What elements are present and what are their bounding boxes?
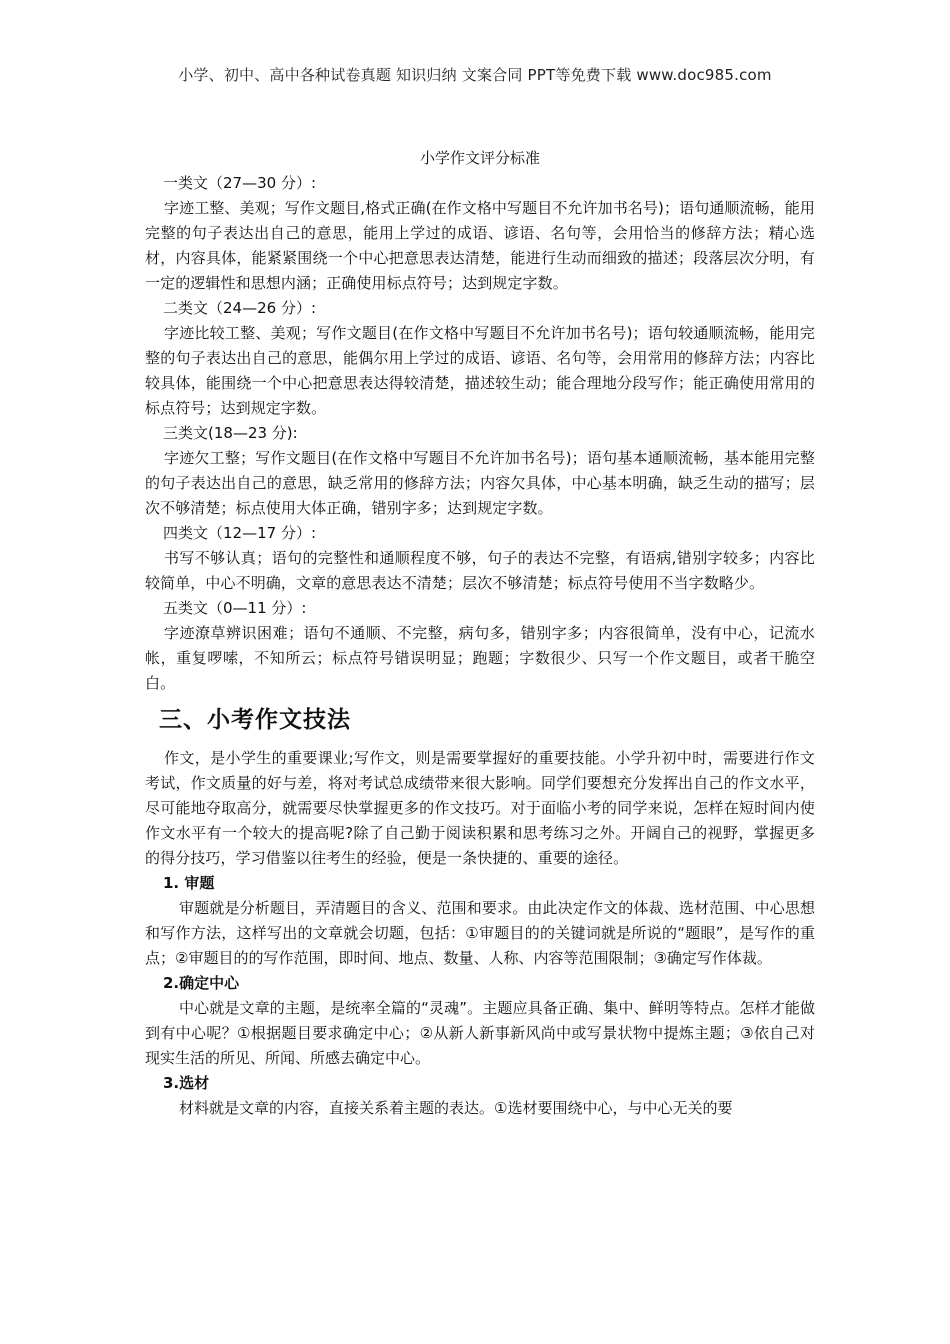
subsection-text: 材料就是文章的内容，直接关系着主题的表达。①选材要围绕中心，与中心无关的要 bbox=[179, 1099, 733, 1117]
subsection-title: 3.选材 bbox=[163, 1074, 210, 1092]
subsection-title: 1. 审题 bbox=[163, 874, 215, 892]
category-description: 书写不够认真；语句的完整性和通顺程度不够，句子的表达不完整，有语病,错别字较多；内容比较简单，中心不明确，文章的意思表达不清楚；层次不够清楚；标点符号使用不当字数略少。 bbox=[145, 549, 815, 592]
page-header: 小学、初中、高中各种试卷真题 知识归纳 文案合同 PPT等免费下载 www.doc985.com bbox=[178, 66, 772, 84]
category-label: 二类文（24—26 分）: bbox=[163, 299, 316, 317]
category-description: 字迹潦草辨识困难；语句不通顺、不完整，病句多，错别字多；内容很简单，没有中心，记流水帐，重复啰嗦，不知所云；标点符号错误明显；跑题；字数很少、只写一个作文题目，或者干脆空白。 bbox=[145, 624, 815, 692]
category-label: 四类文（12—17 分）: bbox=[163, 524, 316, 542]
section-heading: 三、小考作文技法 bbox=[159, 707, 351, 733]
subsection-text: 中心就是文章的主题，是统率全篇的“灵魂”。主题应具备正确、集中、鲜明等特点。怎样才能做到有中心呢？①根据题目要求确定中心；②从新人新事新风尚中或写景状物中提炼主题；③依自己对现实生活的所见、所闻、所感去确定中心。 bbox=[145, 999, 815, 1067]
category-label: 一类文（27—30 分）: bbox=[163, 174, 316, 192]
category-description: 字迹欠工整；写作文题目(在作文格中写题目不允许加书名号)；语句基本通顺流畅，基本能用完整的句子表达出自己的意思，缺乏常用的修辞方法；内容欠具体，中心基本明确，缺乏生动的描写；层次不够清楚；标点使用大体正确，错别字多；达到规定字数。 bbox=[145, 449, 815, 517]
category-label: 三类文(18—23 分): bbox=[163, 424, 298, 442]
category-description: 字迹工整、美观；写作文题目,格式正确(在作文格中写题目不允许加书名号)；语句通顺流畅，能用完整的句子表达出自己的意思，能用上学过的成语、谚语、名句等，会用恰当的修辞方法；精心选材，内容具体，能紧紧围绕一个中心把意思表达清楚，能进行生动而细致的描述；段落层次分明，有一定的逻辑性和思想内涵；正确使用标点符号；达到规定字数。 bbox=[145, 199, 815, 292]
subsection-title: 2.确定中心 bbox=[163, 974, 240, 992]
document-body bbox=[145, 146, 815, 1121]
document-title: 小学作文评分标准 bbox=[419, 149, 540, 167]
subsection-text: 审题就是分析题目，弄清题目的含义、范围和要求。由此决定作文的体裁、选材范围、中心思想和写作方法，这样写出的文章就会切题，包括：①审题目的的关键词就是所说的“题眼”，是写作的重点；②审题目的的写作范围，即时间、地点、数量、人称、内容等范围限制；③确定写作体裁。 bbox=[145, 899, 815, 967]
category-label: 五类文（0—11 分）: bbox=[163, 599, 307, 617]
section-intro: 作文，是小学生的重要课业;写作文，则是需要掌握好的重要技能。小学升初中时，需要进行作文考试，作文质量的好与差，将对考试总成绩带来很大影响。同学们要想充分发挥出自己的作文水平，尽可能地夺取高分，就需要尽快掌握更多的作文技巧。对于面临小考的同学来说，怎样在短时间内使作文水平有一个较大的提高呢?除了自己勤于阅读积累和思考练习之外。开阔自己的视野，掌握更多的得分技巧，学习借鉴以往考生的经验，便是一条快捷的、重要的途径。 bbox=[145, 749, 815, 867]
category-description: 字迹比较工整、美观；写作文题目(在作文格中写题目不允许加书名号)；语句较通顺流畅，能用完整的句子表达出自己的意思，能偶尔用上学过的成语、谚语、名句等，会用常用的修辞方法；内容比较具体，能围绕一个中心把意思表达得较清楚，描述较生动；能合理地分段写作；能正确使用常用的标点符号；达到规定字数。 bbox=[145, 324, 815, 417]
